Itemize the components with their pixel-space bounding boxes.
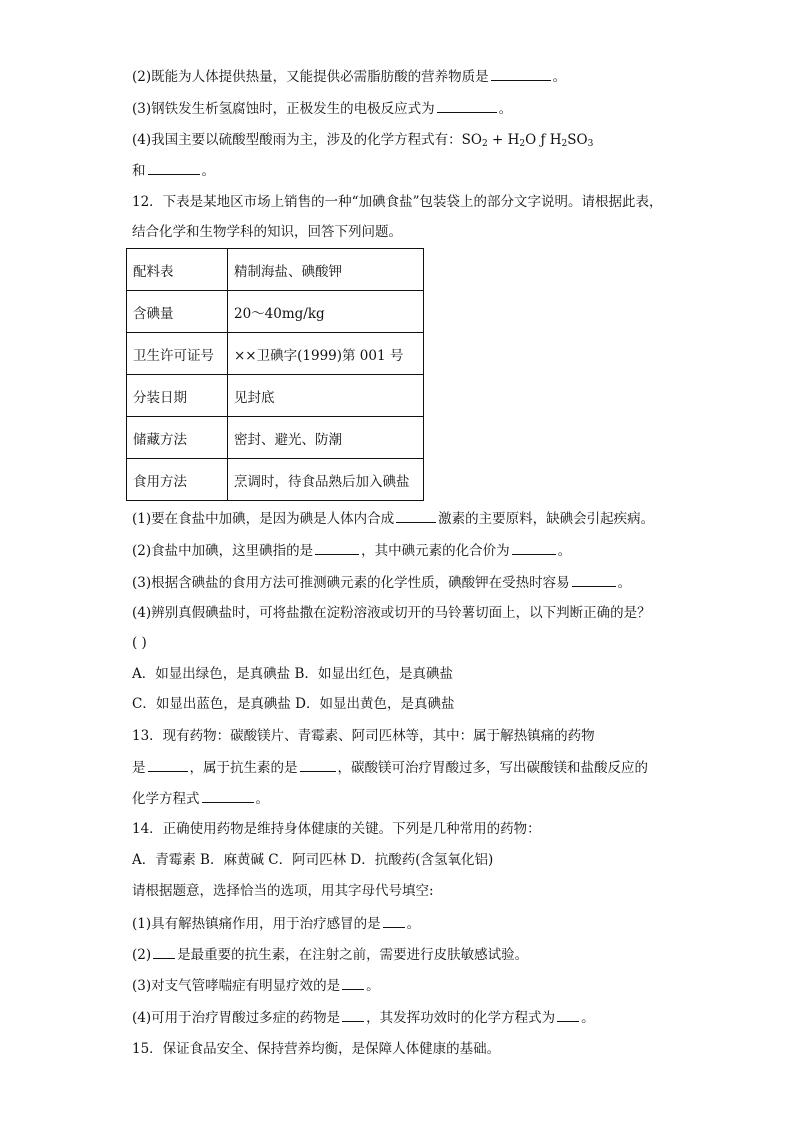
table-row xyxy=(127,249,424,291)
answer-blank[interactable] xyxy=(148,160,200,175)
q14-options: A．青霉素 B．麻黄碱 C．阿司匹林 D．抗酸药(含氢氧化铝) xyxy=(132,852,494,868)
table-cell-key: 分装日期 xyxy=(127,375,228,417)
q13-line2-end: ，碳酸镁可治疗胃酸过多，写出碳酸镁和盐酸反应的 xyxy=(337,760,648,776)
answer-blank[interactable] xyxy=(491,66,551,81)
answer-blank[interactable] xyxy=(148,757,188,772)
q12-sub4-paren: ( ) xyxy=(132,635,147,651)
q12-sub3-end: 。 xyxy=(617,575,632,591)
answer-blank[interactable] xyxy=(557,1007,579,1022)
answer-blank[interactable] xyxy=(342,1007,364,1022)
q11-part3-end: 。 xyxy=(498,101,513,117)
table-row xyxy=(127,417,424,459)
q14-sub2 xyxy=(132,944,528,965)
formula-text: + H xyxy=(487,132,520,148)
table-cell-key: 含碘量 xyxy=(127,291,228,333)
q15-line1: 15．保证食品安全、保持营养均衡，是保障人体健康的基础。 xyxy=(132,1041,501,1057)
table-cell-key: 储藏方法 xyxy=(127,417,228,459)
q14-sub4-end: 。 xyxy=(581,1010,595,1026)
q14-sub4 xyxy=(132,1007,595,1028)
subscript: 2 xyxy=(481,139,488,149)
table-row xyxy=(127,459,424,501)
q13-line2-text: 是 xyxy=(132,760,146,776)
subscript: 2 xyxy=(561,139,568,149)
table-cell-value: ××卫碘字(1999)第 001 号 xyxy=(228,333,424,375)
q13-line3 xyxy=(132,788,269,809)
table-cell-value: 20～40mg/kg xyxy=(228,291,424,333)
q12-sub3 xyxy=(132,572,631,593)
q14-sub1-end: 。 xyxy=(406,916,421,932)
answer-blank[interactable] xyxy=(202,788,254,803)
q13-line1: 13．现有药物：碳酸镁片、青霉素、阿司匹林等，其中：属于解热镇痛的药物 xyxy=(132,728,595,744)
answer-blank[interactable] xyxy=(512,540,556,555)
q14-sub1 xyxy=(132,913,420,934)
answer-blank[interactable] xyxy=(300,757,336,772)
q12-sub2-text-mid: ，其中碘元素的化合价为 xyxy=(361,543,510,559)
q14-sub2-text: (2) xyxy=(132,947,152,963)
q12-sub2 xyxy=(132,540,571,561)
q14-sub3 xyxy=(132,975,380,996)
answer-blank[interactable] xyxy=(315,540,359,555)
q14-sub4-text: (4)可用于治疗胃酸过多症的药物是 xyxy=(132,1010,341,1026)
table-cell-key: 食用方法 xyxy=(127,459,228,501)
subscript: 3 xyxy=(587,139,594,149)
q14-instruction: 请根据题意，选择恰当的选项，用其字母代号填空: xyxy=(132,883,434,899)
q11-part2-end: 。 xyxy=(552,69,567,85)
q14-line1: 14．正确使用药物是维持身体健康的关键。下列是几种常用的药物： xyxy=(132,821,541,837)
table-cell-key: 配料表 xyxy=(127,249,228,291)
q12-options-cd: C．如显出蓝色，是真碘盐 D．如显出黄色，是真碘盐 xyxy=(132,696,455,712)
table-row xyxy=(127,333,424,375)
table-cell-value: 见封底 xyxy=(228,375,424,417)
q11-part3-text: (3)钢铁发生析氢腐蚀时，正极发生的电极反应式为 xyxy=(132,101,435,117)
q12-sub4: (4)辨别真假碘盐时，可将盐撒在淀粉溶液或切开的马铃薯切面上，以下判断正确的是？ xyxy=(132,605,651,621)
q13-line3-end: 。 xyxy=(255,791,269,807)
q14-sub1-text: (1)具有解热镇痛作用，用于治疗感冒的是 xyxy=(132,916,381,932)
q11-part2-text: (2)既能为人体提供热量，又能提供必需脂肪酸的营养物质是 xyxy=(132,69,489,85)
table-cell-value: 精制海盐、碘酸钾 xyxy=(228,249,424,291)
table-row xyxy=(127,291,424,333)
q14-sub4-mid: ，其发挥功效时的化学方程式为 xyxy=(366,1010,556,1026)
q12-intro-line2: 结合化学和生物学科的知识，回答下列问题。 xyxy=(132,224,402,240)
q11-part3 xyxy=(132,98,512,119)
q13-line3-text: 化学方程式 xyxy=(132,791,200,807)
q12-sub1-text: (1)要在食盐中加碘，是因为碘是人体内合成 xyxy=(132,511,395,527)
q14-sub3-end: 。 xyxy=(366,978,380,994)
formula-text: O ƒ H xyxy=(525,132,562,148)
q11-part4-cont-text: 和 xyxy=(132,163,146,179)
answer-blank[interactable] xyxy=(437,98,497,113)
subscript: 2 xyxy=(519,139,526,149)
q12-sub1 xyxy=(132,508,654,529)
answer-blank[interactable] xyxy=(396,508,436,523)
salt-label-table xyxy=(126,248,424,501)
q12-sub2-text: (2)食盐中加碘，这里碘指的是 xyxy=(132,543,314,559)
q11-part4-text: (4)我国主要以硫酸型酸雨为主，涉及的化学方程式有：SO xyxy=(132,132,482,148)
answer-blank[interactable] xyxy=(383,913,405,928)
answer-blank[interactable] xyxy=(153,944,175,959)
q12-sub2-end: 。 xyxy=(557,543,572,559)
q14-sub2-end: 是最重要的抗生素，在注射之前，需要进行皮肤敏感试验。 xyxy=(177,947,529,963)
table-row xyxy=(127,375,424,417)
q11-part4-cont-end: 。 xyxy=(201,163,215,179)
answer-blank[interactable] xyxy=(572,572,616,587)
q11-part2 xyxy=(132,66,566,87)
q11-part4-cont xyxy=(132,160,215,181)
table-cell-value: 烹调时，待食品熟后加入碘盐 xyxy=(228,459,424,501)
q12-intro-line1: 12．下表是某地区市场上销售的一种“加碘食盐”包装袋上的部分文字说明。请根据此表， xyxy=(132,194,663,210)
table-cell-value: 密封、避光、防潮 xyxy=(228,417,424,459)
answer-blank[interactable] xyxy=(342,975,364,990)
q12-options-ab: A．如显出绿色，是真碘盐 B．如显出红色，是真碘盐 xyxy=(132,666,453,682)
q11-part4 xyxy=(132,130,593,154)
q13-line2 xyxy=(132,757,648,778)
q13-line2-mid: ，属于抗生素的是 xyxy=(189,760,298,776)
q12-sub3-text: (3)根据含碘盐的食用方法可推测碘元素的化学性质，碘酸钾在受热时容易 xyxy=(132,575,570,591)
q12-sub1-text-end: 激素的主要原料，缺碘会引起疾病。 xyxy=(438,511,655,527)
formula-text: SO xyxy=(567,132,588,148)
q14-sub3-text: (3)对支气管哮喘症有明显疗效的是 xyxy=(132,978,341,994)
table-cell-key: 卫生许可证号 xyxy=(127,333,228,375)
